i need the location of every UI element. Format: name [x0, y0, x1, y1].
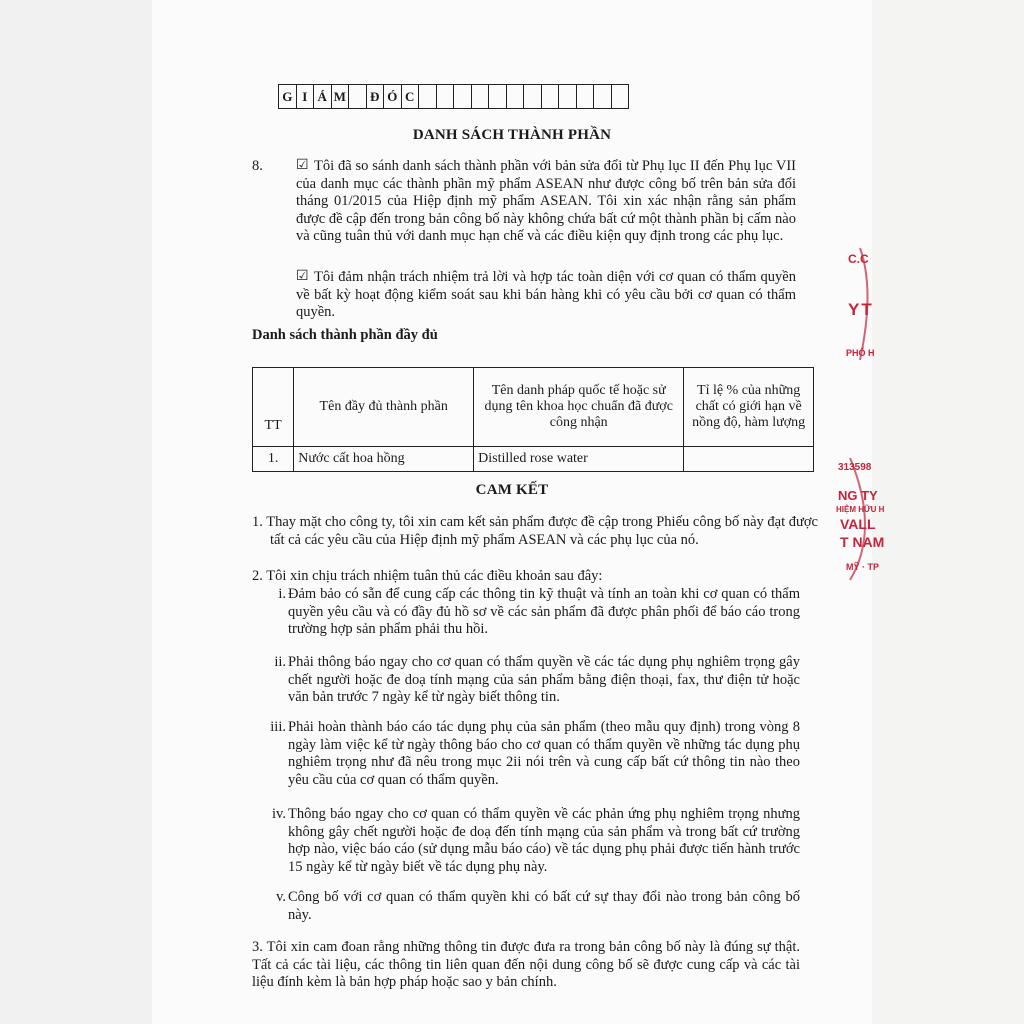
header-letter-box [542, 85, 560, 108]
table-cell: 1. [253, 447, 294, 472]
stamp-fragment: NG TY [838, 488, 878, 503]
section-title-ingredients: DANH SÁCH THÀNH PHẦN [412, 127, 612, 143]
stamp-fragment: MỸ · TP [846, 562, 879, 572]
stamp-fragment: 313598 [838, 462, 872, 473]
sub-item-ii: Phải thông báo ngay cho cơ quan có thẩm quyền về các tác dụng phụ nghiêm trọng gây chết người hoặc đe doạ tính mạng của sản phẩm bằng điện thoại, fax, thư điện tử hoặc văn bản trước 7 ngày kể từ ngày biết thông tin. [288, 654, 800, 705]
header-letter-box: G [279, 85, 297, 108]
checkbox-icon: ☑ [296, 269, 309, 284]
header-letter-box: Á [314, 85, 332, 108]
item8-paragraph-2: Tôi đảm nhận trách nhiệm trả lời và hợp tác toàn diện với cơ quan có thẩm quyền về bất kỳ hoạt động kiểm soát sau khi bán hàng khi có yêu cầu bởi cơ quan có thẩm quyền. [296, 269, 796, 320]
sub-number: ii. [274, 654, 286, 670]
section-title-commitment: CAM KẾT [475, 482, 549, 498]
document-page [152, 0, 872, 1024]
header-letter-box [489, 85, 507, 108]
sub-number: iv. [272, 806, 286, 822]
sub-number: i. [278, 586, 286, 602]
header-letter-box: I [297, 85, 315, 108]
item-number-8: 8. [252, 158, 263, 174]
table-header-cell: Tỉ lệ % của những chất có giới hạn về nồng độ, hàm lượng [684, 368, 814, 447]
header-letter-box [559, 85, 577, 108]
table-header-cell: TT [253, 368, 294, 447]
header-letter-box [612, 85, 629, 108]
table-cell [684, 447, 814, 472]
table-header-row [253, 368, 814, 447]
header-letter-boxes [278, 84, 629, 109]
header-letter-box [349, 85, 367, 108]
header-letter-box [454, 85, 472, 108]
stamp-fragment: YT [848, 300, 874, 319]
header-letter-box [594, 85, 612, 108]
header-letter-box: C [402, 85, 420, 108]
stamp-ring-arcs [820, 230, 880, 610]
table-cell: Distilled rose water [474, 447, 684, 472]
table-header-cell: Tên đầy đủ thành phần [294, 368, 474, 447]
header-letter-box: Đ [367, 85, 385, 108]
header-letter-box [419, 85, 437, 108]
background-left [0, 0, 152, 1024]
sub-item-iii: Phải hoàn thành báo cáo tác dụng phụ của sản phẩm (theo mẫu quy định) trong vòng 8 ngày làm việc kể từ ngày thông báo cho cơ quan có thẩm quyền về những tác dụng phụ nghiêm trọng như đã nêu trong mục 2ii nói trên và cung cấp bất cứ thông tin nào theo yêu cầu của cơ quan có thẩm quyền. [288, 719, 800, 788]
header-letter-box: M [332, 85, 350, 108]
header-letter-box [437, 85, 455, 108]
header-letter-box [524, 85, 542, 108]
stamp-fragment: PHỐ H [846, 348, 875, 358]
header-letter-box [507, 85, 525, 108]
header-letter-box: Ó [384, 85, 402, 108]
full-ingredient-list-title: Danh sách thành phần đầy đủ [252, 327, 438, 343]
sub-item-iv: Thông báo ngay cho cơ quan có thẩm quyền về các phản ứng phụ nghiêm trọng nhưng không gây chết người hoặc đe doạ đến tính mạng của sản phẩm và trong bất cứ trường hợp nào, việc báo cáo (sử dụng mẫu báo cáo) về tác dụng phụ phải được tiến hành trước 15 ngày kể từ ngày biết về tác dụng phụ này. [288, 806, 800, 875]
commitment-1: 1. Thay mặt cho công ty, tôi xin cam kết sản phẩm được đề cập trong Phiếu công bố này đạt được tất cả các yêu cầu của Hiệp định mỹ phẩm ASEAN và các phụ lục của nó. [252, 514, 818, 548]
commitment-3: 3. Tôi xin cam đoan rằng những thông tin được đưa ra trong bản công bố này là đúng sự thật. Tất cả các tài liệu, các thông tin liên quan đến nội dung công bố sẽ được cung cấp và các tài liệu đính kèm là bản hợp pháp hoặc sao y bản chính. [252, 939, 800, 990]
stamp-fragment: C.C [848, 252, 869, 266]
table-cell: Nước cất hoa hồng [294, 447, 474, 472]
stamp-fragment: HIỆM HỮU H [836, 505, 885, 514]
commitment-2: 2. Tôi xin chịu trách nhiệm tuân thủ các điều khoản sau đây: [252, 568, 603, 584]
stamp-fragment: T NAM [840, 534, 885, 550]
item8-paragraph-1: Tôi đã so sánh danh sách thành phần với bản sửa đổi từ Phụ lục II đến Phụ lục VII của danh mục các thành phần mỹ phẩm ASEAN như được công bố trên bản sửa đổi tháng 01/2015 của Hiệp định mỹ phẩm ASEAN. Tôi xin xác nhận rằng sản phẩm được đề cập đến trong bản công bố này không chứa bất cứ một thành phần bị cấm nào và cũng tuân thủ với danh mục hạn chế và các điều kiện quy định trong các phụ lục. [296, 158, 796, 244]
sub-number: v. [276, 889, 286, 905]
checkbox-icon: ☑ [296, 158, 309, 173]
sub-number: iii. [270, 719, 286, 735]
sub-item-i: Đảm bảo có sẵn để cung cấp các thông tin kỹ thuật và tính an toàn khi cơ quan có thẩm quyền yêu cầu và có đầy đủ hồ sơ về các sản phẩm đã được phân phối để báo cáo trong trường hợp sản phẩm phải thu hồi. [288, 586, 800, 637]
header-letter-box [472, 85, 490, 108]
sub-item-v: Công bố với cơ quan có thẩm quyền khi có bất cứ sự thay đổi nào trong bản công bố này. [288, 889, 800, 923]
table-header-cell: Tên danh pháp quốc tế hoặc sử dụng tên khoa học chuẩn đã được công nhận [474, 368, 684, 447]
table-row [253, 447, 814, 472]
ingredient-table [252, 367, 814, 472]
stamp-fragment: VALL [840, 516, 876, 532]
background-right [872, 0, 1024, 1024]
header-letter-box [577, 85, 595, 108]
